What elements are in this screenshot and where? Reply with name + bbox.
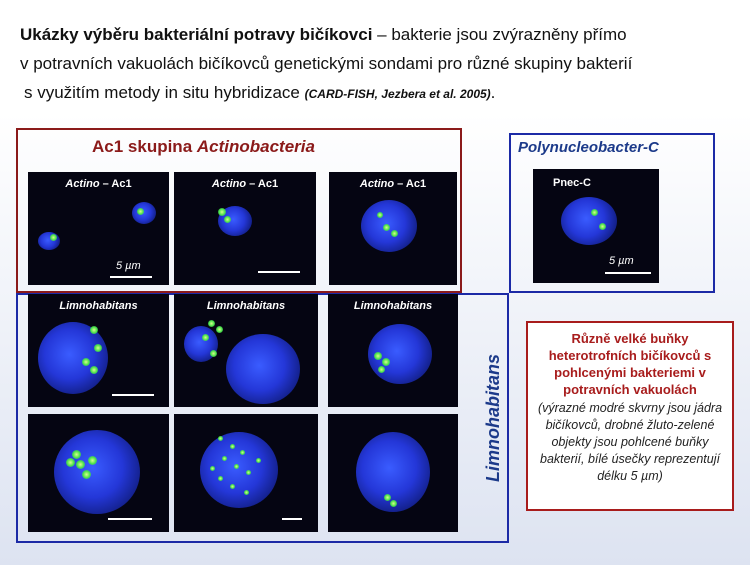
bacterium [382, 358, 390, 366]
bacterium [230, 444, 235, 449]
scale-bar [108, 518, 152, 520]
flagellate-nucleus [38, 232, 60, 250]
bacterium [383, 224, 390, 231]
bacterium [244, 490, 249, 495]
scale-bar [112, 394, 154, 396]
bacterium [374, 352, 382, 360]
info-body: (výrazné modré skvrny jsou jádra bičíkovců, drobné žluto-zelené objekty jsou pohlcené buňky bakterií, bílé úsečky reprezentují délku 5 µm) [537, 401, 723, 483]
panel-label [174, 300, 318, 312]
title-end: . [490, 83, 496, 102]
bacterium [210, 466, 215, 471]
title-line-3: s využitím metody in situ hybridizace [24, 83, 305, 102]
bacterium [591, 209, 598, 216]
bacterium [90, 366, 98, 374]
panel-label-italic: Limnohabitans [59, 300, 138, 312]
flagellate-nucleus [38, 322, 108, 394]
bacterium [230, 484, 235, 489]
flagellate-nucleus [561, 197, 617, 245]
bacterium [202, 334, 209, 341]
bacterium [72, 450, 81, 459]
limnohabitans-header: Limnohabitans [483, 353, 503, 482]
actino-header-italic: Actinobacteria [196, 137, 315, 156]
bacterium [224, 216, 231, 223]
bacterium [246, 470, 251, 475]
bacterium [94, 344, 102, 352]
title-text [20, 20, 740, 109]
bacterium [390, 500, 397, 507]
panel-label-italic: Actino [65, 178, 100, 190]
panel-label-italic: Limnohabitans [206, 300, 286, 312]
micrograph-pnec [533, 169, 659, 283]
bacterium [50, 234, 57, 241]
panel-label [28, 300, 169, 312]
panel-label [174, 178, 316, 190]
bacterium [377, 212, 383, 218]
scale-bar [282, 518, 302, 520]
micrograph-limno-1 [28, 294, 169, 407]
bacterium [384, 494, 391, 501]
actino-header-prefix: Ac1 skupina [92, 137, 197, 156]
micrograph-actino-1 [28, 172, 169, 285]
bacterium [137, 208, 144, 215]
micrograph-limno-4 [28, 414, 169, 532]
panel-label-italic: Limnohabitans [353, 300, 433, 312]
title-rest: – bakterie jsou zvýrazněny přímo [372, 25, 627, 44]
scale-bar [605, 272, 651, 274]
bacterium [222, 456, 227, 461]
scale-bar [110, 276, 152, 278]
bacterium [391, 230, 398, 237]
info-heading: Různě velké buňky heterotrofních bičíkovců s pohlcenými bakteriemi v potravních vakuolách [548, 331, 712, 397]
title-bold: Ukázky výběru bakteriální potravy bičíkovci [20, 25, 373, 44]
bacterium [256, 458, 261, 463]
bacterium [234, 464, 239, 469]
panel-label-italic: Actino [359, 178, 395, 190]
polynucleobacter-header: Polynucleobacter-C [518, 139, 659, 156]
bacterium [218, 436, 223, 441]
micrograph-limno-6 [328, 414, 458, 532]
bacterium [218, 476, 223, 481]
panel-label [28, 178, 169, 190]
panel-label-suffix: – Ac1 [394, 178, 427, 190]
bacterium [82, 470, 91, 479]
panel-label-suffix: – Ac1 [246, 178, 279, 190]
micrograph-actino-3 [329, 172, 457, 285]
bacterium [88, 456, 97, 465]
bacterium [240, 450, 245, 455]
flagellate-nucleus [54, 430, 140, 514]
title-line-2: v potravních vakuolách bičíkovců genetickými sondami pro různé skupiny bakterií [20, 54, 633, 73]
bacterium [599, 223, 606, 230]
bacterium [82, 358, 90, 366]
bacterium [90, 326, 98, 334]
micrograph-limno-2 [174, 294, 318, 407]
panel-label [329, 178, 457, 190]
micrograph-limno-3 [328, 294, 458, 407]
bacterium [216, 326, 223, 333]
flagellate-nucleus [132, 202, 156, 224]
scale-bar [258, 271, 300, 273]
scale-label: 5 µm [609, 255, 634, 267]
flagellate-nucleus [226, 334, 300, 404]
info-box [526, 321, 734, 511]
bacterium [76, 460, 85, 469]
micrograph-limno-5 [174, 414, 318, 532]
bacterium [208, 320, 215, 327]
bacterium [210, 350, 217, 357]
panel-label [328, 300, 458, 312]
title-citation: (CARD-FISH, Jezbera et al. 2005) [304, 87, 491, 101]
bacterium [378, 366, 385, 373]
scale-label: 5 µm [116, 260, 141, 272]
actinobacteria-header [92, 137, 315, 157]
panel-label-suffix: – Ac1 [99, 178, 132, 190]
panel-label-italic: Actino [211, 178, 247, 190]
micrograph-actino-2 [174, 172, 316, 285]
panel-label: Pnec-C [553, 177, 591, 189]
bacterium [66, 458, 75, 467]
bacterium [218, 208, 226, 216]
